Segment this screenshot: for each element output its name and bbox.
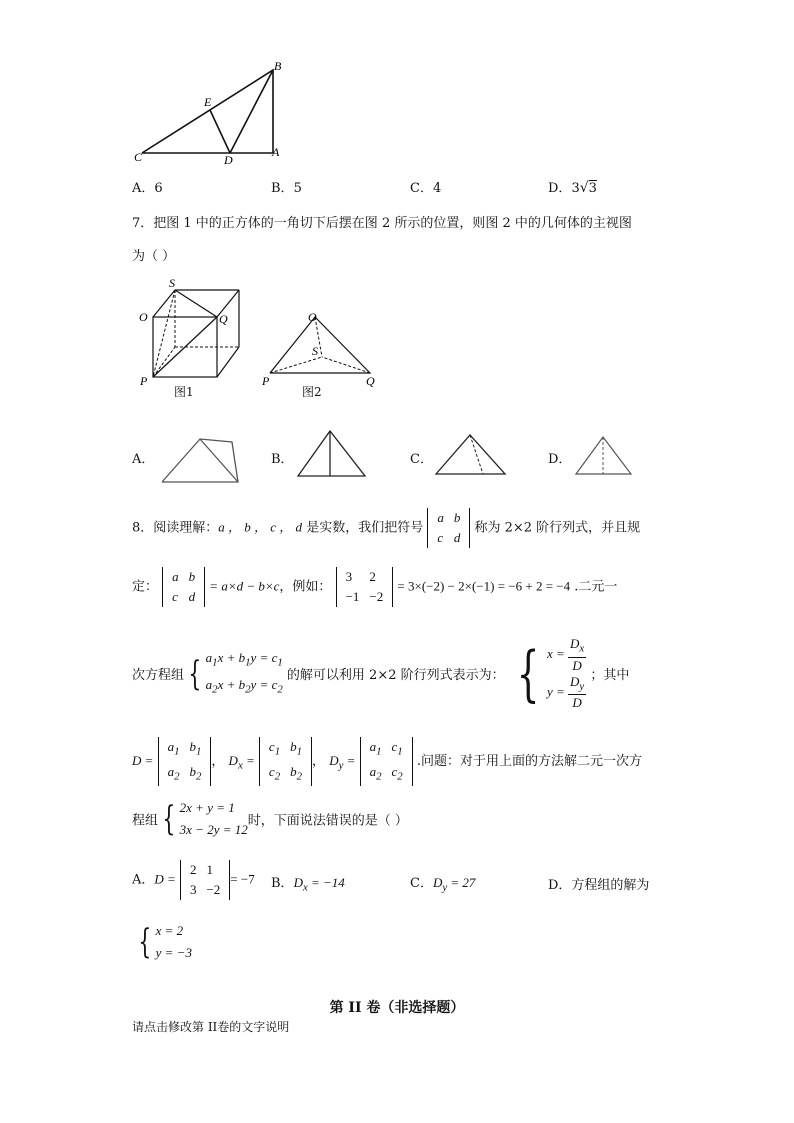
fig1-caption: 图1 xyxy=(174,385,194,399)
q6-option-c: C．4 xyxy=(410,181,442,196)
q6-triangle-figure xyxy=(130,58,300,168)
q7-option-c-view xyxy=(433,432,508,478)
q7-option-a-label: A． xyxy=(132,452,155,467)
cramer-solution: x = $\frac{D_x}{D}$ y = $\frac{D_y}{D}$ xyxy=(546,636,585,711)
q8-problem-line: 程组 { 2x + y = 1 3x − 2y = 12时，下面说法错误的是（ ） xyxy=(132,799,408,839)
q7-figure2-tetrahedron xyxy=(260,305,390,390)
q7-figure1-cube xyxy=(135,275,255,395)
fig1-label-Q: Q xyxy=(219,312,228,326)
part2-note[interactable]: 请点击修改第 II卷的文字说明 xyxy=(132,1020,290,1034)
fig2-label-P: P xyxy=(262,374,270,388)
det-definition: a b c d xyxy=(162,567,205,607)
q6-option-a: A．6 xyxy=(132,181,163,196)
det-symbol-abcd: a b c d xyxy=(427,508,470,548)
q7-option-d-label: D． xyxy=(548,452,572,467)
q8-option-c: C．$D_y = 27$ xyxy=(410,875,476,894)
q8-option-d-solution: { x = 2 y = −3 xyxy=(138,922,192,962)
fig1-label-S: S xyxy=(169,276,175,290)
label-A: A xyxy=(272,145,280,159)
det-example: 3 2 −1 −2 xyxy=(336,567,394,607)
label-E: E xyxy=(204,95,212,109)
q6-option-b: B．5 xyxy=(271,181,302,196)
q7-option-d-view xyxy=(573,434,635,478)
q7-stem-line2: 为（ ） xyxy=(132,249,176,264)
q8-option-a: A．D = 2 1 3 −2 = −7 xyxy=(132,860,255,900)
q7-option-b-view xyxy=(295,428,370,480)
q7-option-b-label: B． xyxy=(271,452,294,467)
q8-determinants-line: D = $a_1$ $b_1$ $a_2$ $b_2$ ， $D_x$ = $c_1$ $b_1$ $c_2$ $b_2$ ， $D_y$ = $a_1$ $c_1$ $a_2$ $c_2$ .问题：对于用上面的方法解二元一次方 xyxy=(132,737,642,786)
part2-title: 第 II 卷（非选择题） xyxy=(329,1000,465,1016)
q8-option-b: B．$D_x = -14$ xyxy=(271,875,345,894)
q6-option-d: D．3√3 xyxy=(548,180,597,196)
label-B: B xyxy=(274,59,282,73)
general-system: $a_1x + b_1y = c_1$ $a_2x + b_2y = c_2$ xyxy=(205,650,283,696)
q8-option-d: D．方程组的解为 xyxy=(548,878,650,893)
label-D: D xyxy=(224,153,233,167)
fig2-label-O: O xyxy=(308,310,317,324)
q7-option-a-view xyxy=(158,435,248,485)
fig1-label-P: P xyxy=(140,374,148,388)
problem-system: 2x + y = 1 3x − 2y = 12 xyxy=(179,800,248,837)
q8-system-line: 次方程组 { $a_1x + b_1y = c_1$ $a_2x + b_2y = c_2$ 的解可以利用 2×2 阶行列式表示为： {x = $\frac{D_x}{D}$ y = $\frac{D_y}{D}$ ；其中 xyxy=(132,636,630,711)
q8-definition-line: 定： a b c d = a×d − b×c，例如： 3 2 −1 −2 = 3×(−2) − 2×(−1) = −6 + 2 = −4 .二元一 xyxy=(132,567,617,607)
fig2-label-S: S xyxy=(312,344,318,358)
fig2-label-Q: Q xyxy=(366,374,375,388)
fig2-caption: 图2 xyxy=(302,385,322,399)
label-C: C xyxy=(134,150,143,164)
fig1-label-O: O xyxy=(139,310,148,324)
q7-stem-line1: 7．把图 1 中的正方体的一角切下后摆在图 2 所示的位置，则图 2 中的几何体的主视图 xyxy=(132,216,632,231)
q7-option-c-label: C． xyxy=(410,452,433,467)
q8-intro-line: 8．阅读理解：a ， b ， c ， d 是实数，我们把符号 a b c d 称为 2×2 阶行列式，并且规 xyxy=(132,508,640,548)
